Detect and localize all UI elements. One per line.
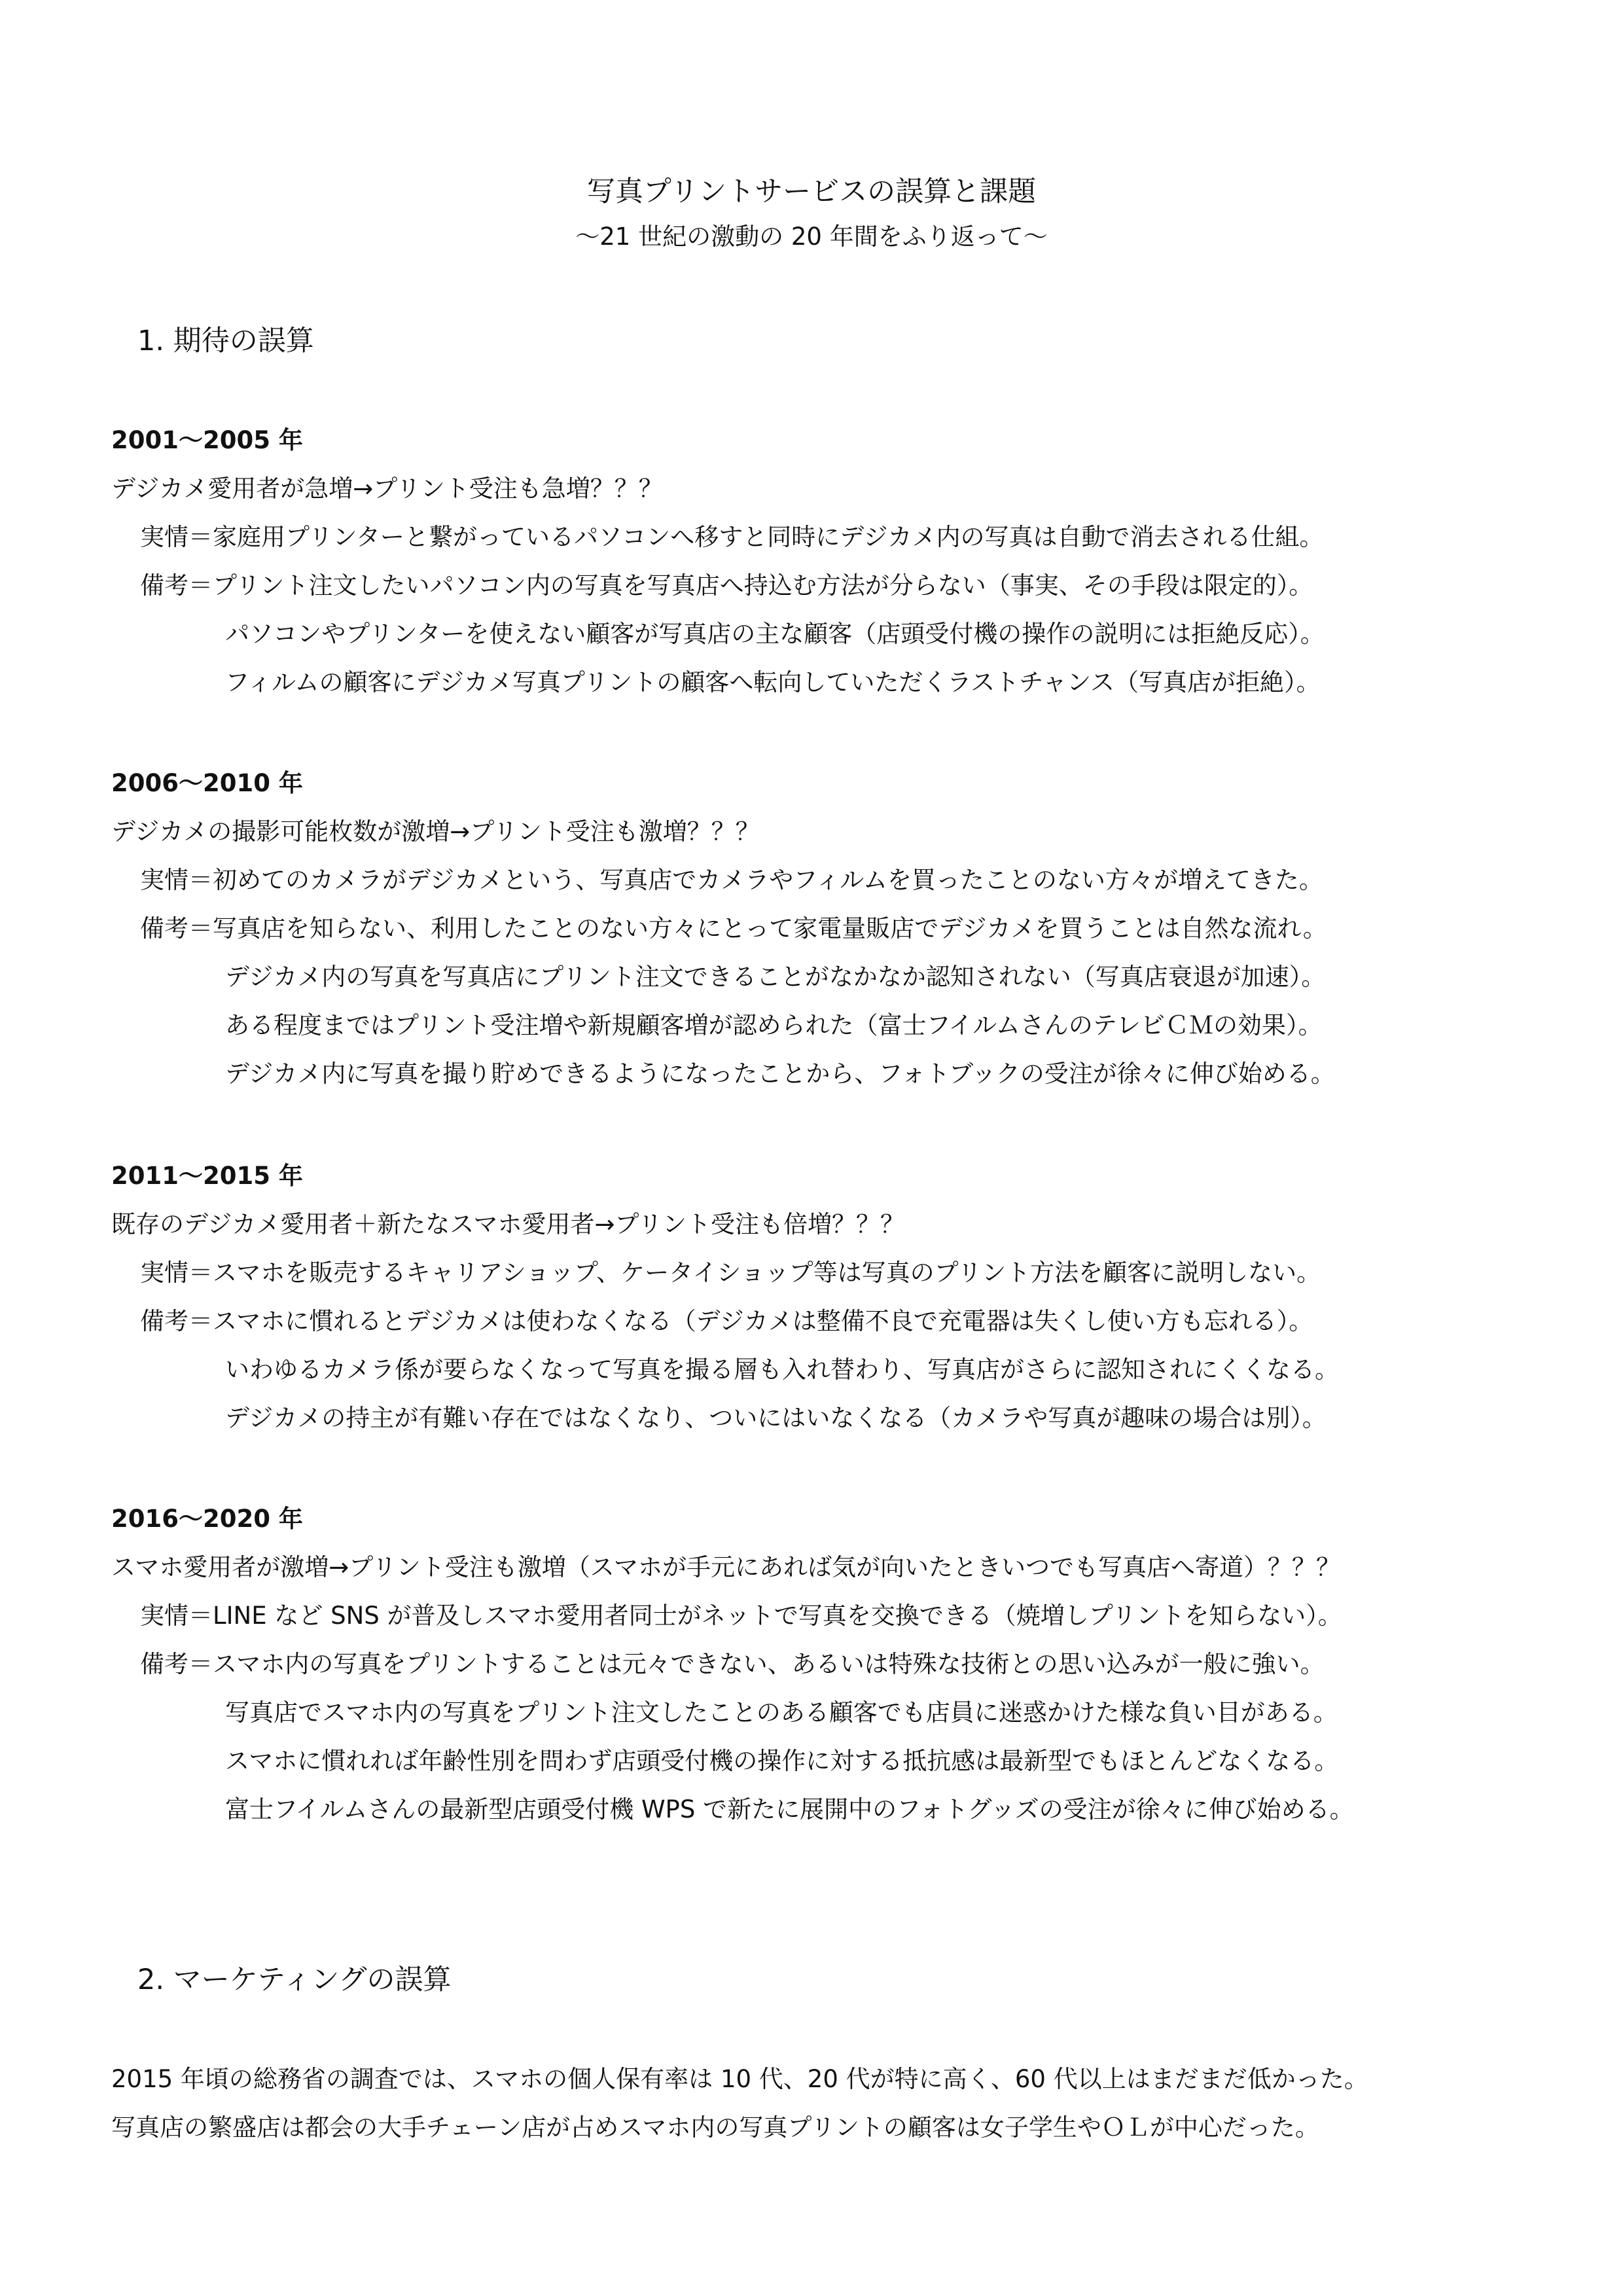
period-claim: デジカメ愛用者が急増→プリント受注も急増？？？ <box>111 475 663 503</box>
period-label: 2016～2020 年 <box>111 1505 303 1533</box>
document-subtitle: ～21 世紀の激動の 20 年間をふり返って～ <box>575 223 1048 251</box>
period-note-continuation: いわゆるカメラ係が要らなくなって写真を撮る層も入れ替わり、写真店がさらに認知されにくくなる。 <box>225 1355 1339 1384</box>
period-note-line: 備考＝写真店を知らない、利用したことのない方々にとって家電量販店でデジカメを買うことは自然な流れ。 <box>140 914 1327 942</box>
period-note-continuation: デジカメ内に写真を撮り貯めできるようになったことから、フォトブックの受注が徐々に伸び始める。 <box>225 1060 1335 1088</box>
period-note-continuation: ある程度まではプリント受注増や新規顧客増が認められた（富士フイルムさんのテレビＣＭの効果）。 <box>225 1011 1323 1039</box>
period-claim: スマホ愛用者が激増→プリント受注も激増（スマホが手元にあれば気が向いたときいつでも写真店へ寄道）？？？ <box>111 1553 1341 1581</box>
period-claim: デジカメの撮影可能枚数が激増→プリント受注も激増？？？ <box>111 817 760 846</box>
period-note-line: 備考＝スマホに慣れるとデジカメは使わなくなる（デジカメは整備不良で充電器は失くし使い方も忘れる）。 <box>140 1307 1313 1335</box>
period-fact-line: 実情＝家庭用プリンターと繋がっているパソコンへ移すと同時にデジカメ内の写真は自動で消去される仕組。 <box>140 523 1324 551</box>
period-label: 2001～2005 年 <box>111 426 303 454</box>
period-claim: 既存のデジカメ愛用者＋新たなスマホ愛用者→プリント受注も倍増？？？ <box>111 1210 905 1238</box>
period-label: 2006～2010 年 <box>111 769 303 797</box>
section-heading-1: 1. 期待の誤算 <box>137 325 314 357</box>
period-fact-line: 実情＝初めてのカメラがデジカメという、写真店でカメラやフィルムを買ったことのない方々が増えてきた。 <box>140 866 1323 894</box>
period-note-continuation: フィルムの顧客にデジカメ写真プリントの顧客へ転向していただくラストチャンス（写真店が拒絶）。 <box>225 668 1321 696</box>
period-block-2016-2020 <box>111 1495 1538 1834</box>
period-block-2006-2010 <box>111 759 1538 1098</box>
period-fact-line: 実情＝スマホを販売するキャリアショップ、ケータイショップ等は写真のプリント方法を顧客に説明しない。 <box>140 1259 1321 1287</box>
period-note-line: 備考＝スマホ内の写真をプリントすることは元々できない、あるいは特殊な技術との思い込みが一般に強い。 <box>140 1650 1325 1678</box>
period-note-continuation: デジカメ内の写真を写真店にプリント注文できることがなかなか認知されない（写真店衰退が加速）。 <box>225 963 1326 991</box>
period-note-line: 備考＝プリント注文したいパソコン内の写真を写真店へ持込む方法が分らない（事実、その手段は限定的）。 <box>140 571 1313 600</box>
section-heading-2: 2. マーケティングの誤算 <box>137 1964 452 1996</box>
paragraph-line: 写真店の繁盛店は都会の大手チェーン店が占めスマホ内の写真プリントの顧客は女子学生やＯＬが中心だった。 <box>111 2113 1319 2142</box>
marketing-paragraph <box>111 2055 1538 2152</box>
period-label: 2011～2015 年 <box>111 1162 303 1190</box>
period-note-continuation: スマホに慣れれば年齢性別を問わず店頭受付機の操作に対する抵抗感は最新型でもほとんどなくなる。 <box>225 1747 1339 1775</box>
document-title: 写真プリントサービスの誤算と課題 <box>586 175 1037 208</box>
period-fact-line: 実情＝LINE など SNS が普及しスマホ愛用者同士がネットで写真を交換できる（焼増しプリントを知らない）。 <box>140 1602 1342 1630</box>
period-note-continuation: パソコンやプリンターを使えない顧客が写真店の主な顧客（店頭受付機の操作の説明には拒絶反応）。 <box>225 620 1325 648</box>
period-note-continuation: 写真店でスマホ内の写真をプリント注文したことのある顧客でも店員に迷惑かけた様な負い目がある。 <box>225 1698 1338 1727</box>
period-note-continuation: デジカメの持主が有難い存在ではなくなり、ついにはいなくなる（カメラや写真が趣味の場合は別）。 <box>225 1404 1327 1432</box>
period-block-2011-2015 <box>111 1152 1538 1443</box>
period-note-continuation: 富士フイルムさんの最新型店頭受付機 WPS で新たに展開中のフォトグッズの受注が徐々に伸び始める。 <box>225 1795 1354 1823</box>
paragraph-line: 2015 年頃の総務省の調査では、スマホの個人保有率は 10 代、20 代が特に高く、60 代以上はまだまだ低かった。 <box>111 2065 1368 2093</box>
period-block-2001-2005 <box>111 416 1538 707</box>
